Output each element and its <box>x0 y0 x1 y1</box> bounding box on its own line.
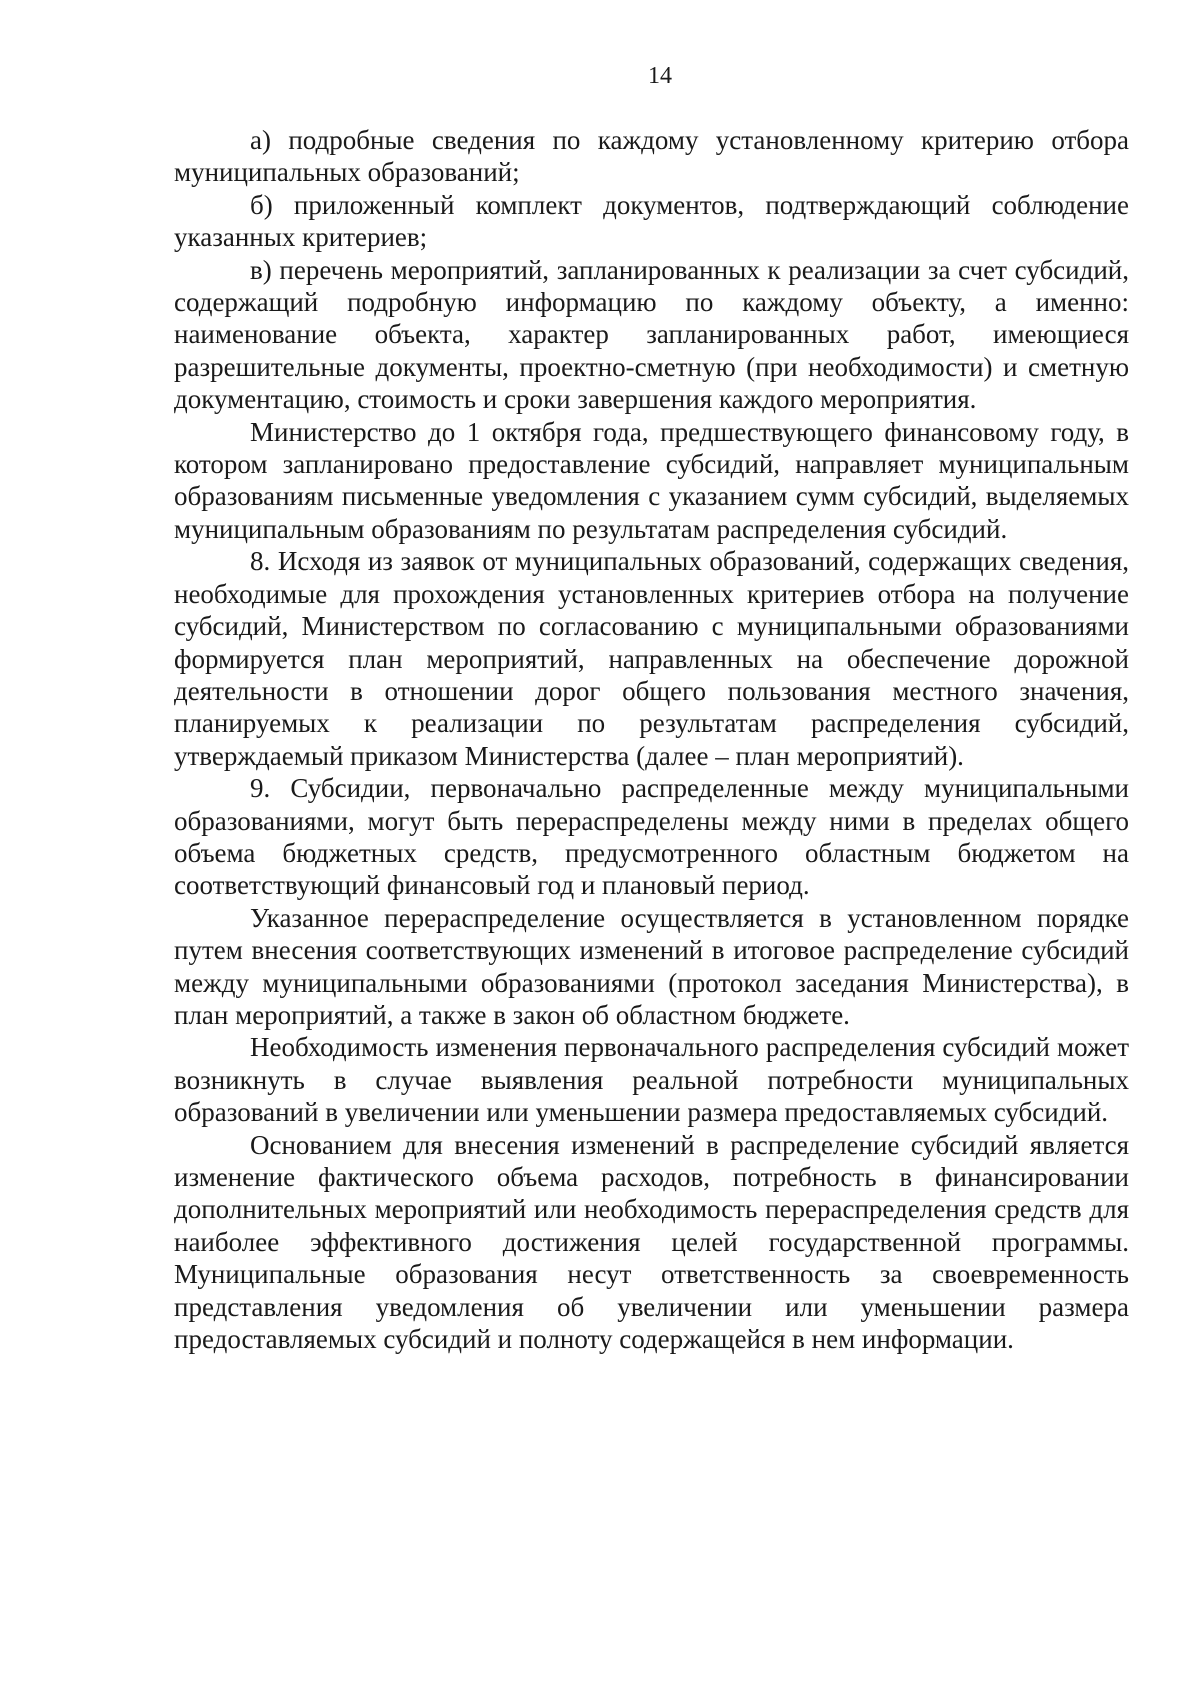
paragraph-item-9: 9. Субсидии, первоначально распределенные между муниципальными образованиями, могут быть перераспределены между ними в пределах общего объема бюджетных средств, предусмотренного областным бюджетом на соответствующий финансовый год и плановый период. <box>174 773 1129 901</box>
paragraph-necessity: Необходимость изменения первоначального распределения субсидий может возникнуть в случае выявления реальной потребности муниципальных образований в увеличении или уменьшении размера предоставляемых субсидий. <box>174 1032 1129 1128</box>
paragraph-grounds: Основанием для внесения изменений в распределение субсидий является изменение фактического объема расходов, потребность в финансировании дополнительных мероприятий или необходимость перераспределения средств для наиболее эффективного достижения целей государственной программы. Муниципальные образования несут ответственность за своевременность представления уведомления об увеличении или уменьшении размера предоставляемых субсидий и полноту содержащейся в нем информации. <box>174 1129 1129 1355</box>
document-body <box>174 124 1129 1355</box>
paragraph-activities-list: в) перечень мероприятий, запланированных к реализации за счет субсидий, содержащий подробную информацию по каждому объекту, а именно: наименование объекта, характер запланированных работ, имеющиеся разрешительные документы, проектно-сметную (при необходимости) и сметную документацию, стоимость и сроки завершения каждого мероприятия. <box>174 254 1129 415</box>
paragraph-item-8: 8. Исходя из заявок от муниципальных образований, содержащих сведения, необходимые для прохождения установленных критериев отбора на получение субсидий, Министерством по согласованию с муниципальными образованиями формируется план мероприятий, направленных на обеспечение дорожной деятельности в отношении дорог общего пользования местного значения, планируемых к реализации по результатам распределения субсидий, утверждаемый приказом Министерства (далее – план мероприятий). <box>174 546 1129 771</box>
page-number: 14 <box>648 63 672 89</box>
paragraph-documents-set: б) приложенный комплект документов, подтверждающий соблюдение указанных критериев; <box>174 189 1129 253</box>
paragraph-ministry-notice: Министерство до 1 октября года, предшествующего финансовому году, в котором запланировано предоставление субсидий, направляет муниципальным образованиям письменные уведомления с указанием сумм субсидий, выделяемых муниципальным образованиям по результатам распределения субсидий. <box>174 416 1129 544</box>
paragraph-redistribution: Указанное перераспределение осуществляется в установленном порядке путем внесения соответствующих изменений в итоговое распределение субсидий между муниципальными образованиями (протокол заседания Министерства), в план мероприятий, а также в закон об областном бюджете. <box>174 902 1129 1030</box>
paragraph-criteria-details: а) подробные сведения по каждому установленному критерию отбора муниципальных образований; <box>174 125 1129 188</box>
